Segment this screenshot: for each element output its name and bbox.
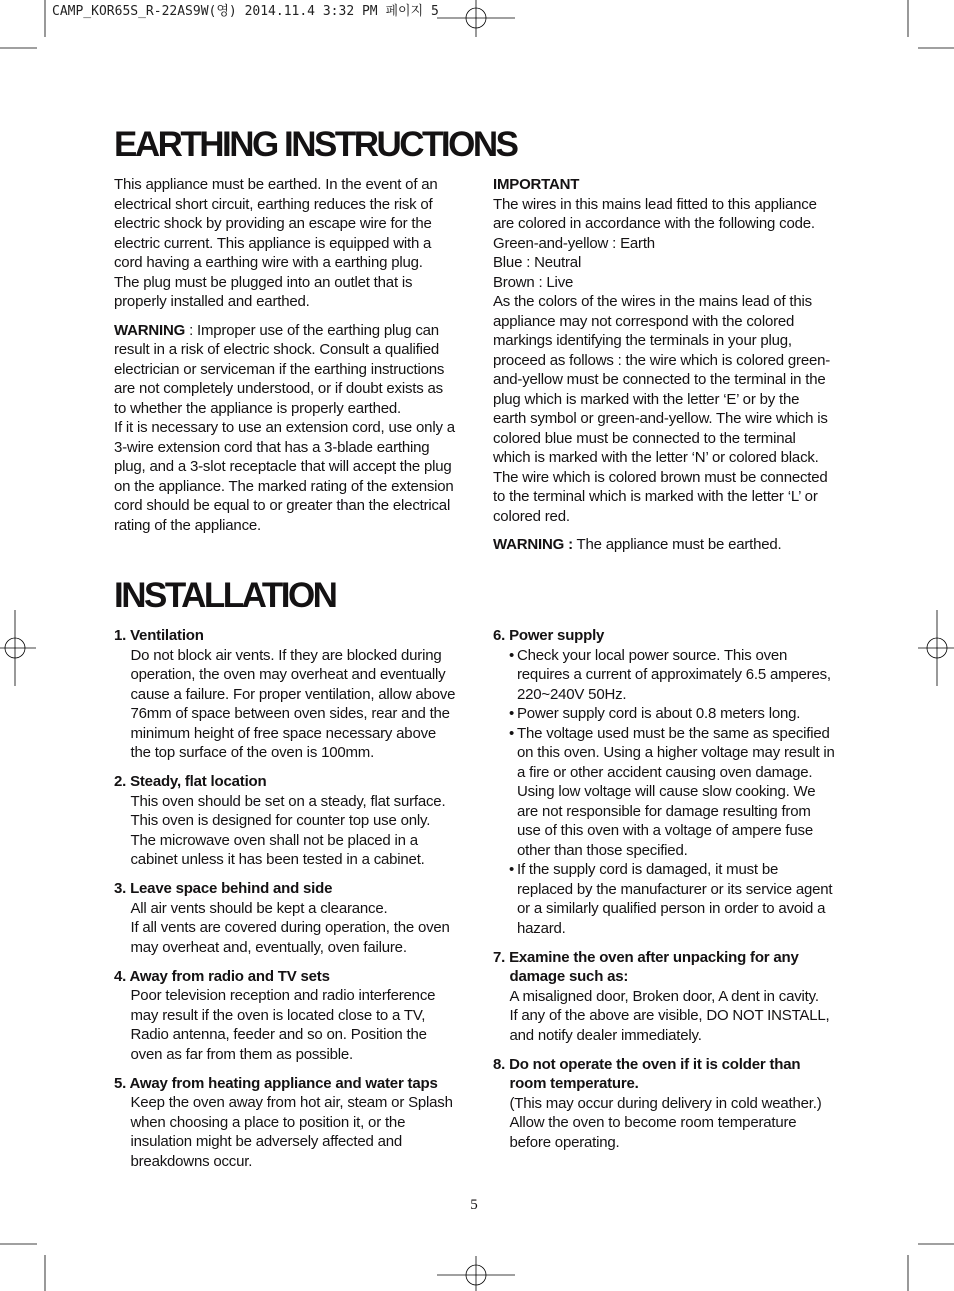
item-body-line: operation, the oven may overheat and eventually [130,666,446,684]
item-heading: 8. Do not operate the oven if it is colder than [493,1055,801,1073]
text-line: cord should be equal to or greater than the electrical [114,497,451,515]
item-body-line: insulation might be adversely affected and [130,1133,403,1151]
item-body-line: cause a failure. For proper ventilation, allow above [130,685,456,703]
bullet-item [493,724,843,861]
bullet-symbol: • [509,724,515,742]
warning-label: WARNING : [493,536,573,554]
item-body-line: If any of the above are visible, DO NOT INSTALL, [509,1007,830,1025]
item-body-line: the top surface of the oven is 100mm. [130,744,375,762]
item-body-line: minimum height of free space necessary above [130,724,437,742]
installation-item [114,772,464,870]
text-line: As the colors of the wires in the mains lead of this [493,293,812,311]
registration-mark-bottom [437,1256,515,1291]
item-body-line: oven as far from them as possible. [130,1045,353,1063]
bullet-line: use of this oven with a voltage of ampere fuse [517,822,813,840]
text-line: electric current. This appliance is equipped with a [114,234,432,252]
item-body-line: before operating. [509,1133,620,1151]
bullet-line: 220~240V 50Hz. [517,685,627,703]
item-body-line: breakdowns occur. [130,1152,253,1170]
installation-title: INSTALLATION [114,576,336,615]
item-body-line: and notify dealer immediately. [509,1026,702,1044]
item-heading: 7. Examine the oven after unpacking for any [493,948,799,966]
installation-item [493,626,843,938]
text-line: 3-wire extension cord that has a 3-blade earthing [114,438,430,456]
installation-item [493,948,843,1046]
text-line: to the terminal which is marked with the letter ‘L’ or [493,488,818,506]
item-heading: damage such as: [509,968,629,986]
text-line: are colored in accordance with the following code. [493,215,815,233]
text-line: cord having a earthing wire with a earthing plug. [114,254,423,272]
important-note [493,175,843,526]
text-line: on the appliance. The marked rating of the extension [114,477,454,495]
text-line: electrical short circuit, earthing reduces the risk of [114,195,433,213]
earthed-warning [493,535,843,555]
item-heading: 5. Away from heating appliance and water taps [114,1074,438,1092]
text-line: This appliance must be earthed. In the event of an [114,176,438,194]
text-line: Brown : Live [493,273,574,291]
bullet-item [493,860,843,938]
warning-lead-text: : Improper use of the earthing plug can [185,321,439,339]
text-line: proceed as follows : the wire which is colored green- [493,351,831,369]
installation-item [114,967,464,1065]
installation-item [114,1074,464,1172]
bullet-line: hazard. [517,919,566,937]
item-body-line: 76mm of space between oven sides, rear and the [130,705,450,723]
text-line: Blue : Neutral [493,254,582,272]
installation-item [493,1055,843,1153]
item-body-line: Keep the oven away from hot air, steam or Splash [130,1094,453,1112]
text-line: to whether the appliance is properly earthed. [114,399,402,417]
installation-item [114,879,464,957]
bullet-line: Power supply cord is about 0.8 meters long. [517,705,801,723]
print-slug: CAMP_KOR65S_R-22AS9W(영) 2014.11.4 3:32 PM 페이지 5 [52,4,439,19]
text-line: colored red. [493,507,570,525]
item-body-line: A misaligned door, Broken door, A dent in cavity. [509,987,819,1005]
text-line: markings identifying the terminals in your plug, [493,332,792,350]
text-line: electrician or serviceman if the earthing instructions [114,360,445,378]
registration-mark-right [918,610,954,686]
installation-right-column [493,626,843,1162]
text-line: Green-and-yellow : Earth [493,234,655,252]
bullet-line: The voltage used must be the same as specified [517,724,830,742]
earthing-right-column [493,175,843,555]
earthing-intro [114,175,464,312]
item-body-line: This oven is designed for counter top use only. [130,812,431,830]
bullet-line: Using low voltage will cause slow cooking. We [517,783,816,801]
text-line: are not completely understood, or if doubt exists as [114,380,443,398]
warning-first-line [114,321,464,341]
bullet-symbol: • [509,705,515,723]
text-line: The plug must be plugged into an outlet that is [114,273,413,291]
bullet-item [493,646,843,705]
item-body-line: may result if the oven is located close to a TV, [130,1006,426,1024]
crop-mark-top-left [0,0,45,48]
item-body-line: The microwave oven shall not be placed in a [130,831,418,849]
item-heading: 6. Power supply [493,627,605,645]
item-body-line: Allow the oven to become room temperature [509,1114,797,1132]
warning-text: The appliance must be earthed. [572,536,782,554]
item-body-line: Radio antenna, feeder and so on. Position the [130,1026,427,1044]
crop-mark-bottom-right [908,1244,954,1291]
text-line: and-yellow must be connected to the terminal in the [493,371,826,389]
text-line: properly installed and earthed. [114,293,310,311]
item-body-line: All air vents should be kept a clearance. [130,899,388,917]
item-body-line: (This may occur during delivery in cold weather.) [509,1094,822,1112]
bullet-line: other than those specified. [517,841,688,859]
registration-mark-left [0,610,36,686]
earthing-left-column [114,175,464,544]
item-body-line: This oven should be set on a steady, flat surface. [130,792,446,810]
bullet-line: replaced by the manufacturer or its service agent [517,880,833,898]
text-line: which is marked with the letter ‘N’ or colored black. [493,449,819,467]
registration-mark-top [437,0,515,37]
earthing-title: EARTHING INSTRUCTIONS [114,125,517,164]
item-heading: 3. Leave space behind and side [114,880,333,898]
bullet-line: on this oven. Using a higher voltage may result in [517,744,835,762]
item-heading: 1. Ventilation [114,627,204,645]
item-body-line: cabinet unless it has been tested in a cabinet. [130,851,425,869]
bullet-line: requires a current of approximately 6.5 amperes, [517,666,831,684]
item-body-line: when choosing a place to position it, or the [130,1113,406,1131]
text-line: electric shock by providing an escape wire for the [114,215,432,233]
crop-mark-top-right [908,0,954,48]
text-line: plug, and a 3-slot receptacle that will accept the plug [114,458,452,476]
text-line: If it is necessary to use an extension cord, use only a [114,419,455,437]
text-line: result in a risk of electric shock. Consult a qualified [114,341,439,359]
item-body-line: may overheat and, eventually, oven failure. [130,938,407,956]
text-line: The wires in this mains lead fitted to this appliance [493,195,817,213]
important-body [493,195,843,527]
item-heading: 2. Steady, flat location [114,773,267,791]
text-line: rating of the appliance. [114,516,261,534]
crop-mark-bottom-left [0,1244,45,1291]
item-body-line: If all vents are covered during operation, the oven [130,919,450,937]
text-line: earth symbol or green-and-yellow. The wire which is [493,410,828,428]
warning-body [114,340,464,535]
item-body-line: Do not block air vents. If they are blocked during [130,646,442,664]
item-heading: room temperature. [509,1075,639,1093]
bullet-line: a fire or other accident causing oven damage. [517,763,813,781]
text-line: colored blue must be connected to the terminal [493,429,796,447]
installation-left-column [114,626,464,1181]
bullet-line: Check your local power source. This oven [517,646,788,664]
warning-label: WARNING [114,321,186,339]
text-line: appliance may not correspond with the colored [493,312,795,330]
bullet-line: are not responsible for damage resulting from [517,802,811,820]
text-line: plug which is marked with the letter ‘E’ or by the [493,390,800,408]
page-number: 5 [470,1197,478,1213]
bullet-item [493,704,843,724]
installation-item [114,626,464,763]
bullet-line: or a similarly qualified person in order to avoid a [517,900,826,918]
item-body-line: Poor television reception and radio interference [130,987,436,1005]
bullet-symbol: • [509,861,515,879]
earthing-warning [114,321,464,536]
important-label: IMPORTANT [493,176,580,194]
item-heading: 4. Away from radio and TV sets [114,967,330,985]
text-line: The wire which is colored brown must be connected [493,468,828,486]
bullet-symbol: • [509,646,515,664]
bullet-line: If the supply cord is damaged, it must be [517,861,779,879]
